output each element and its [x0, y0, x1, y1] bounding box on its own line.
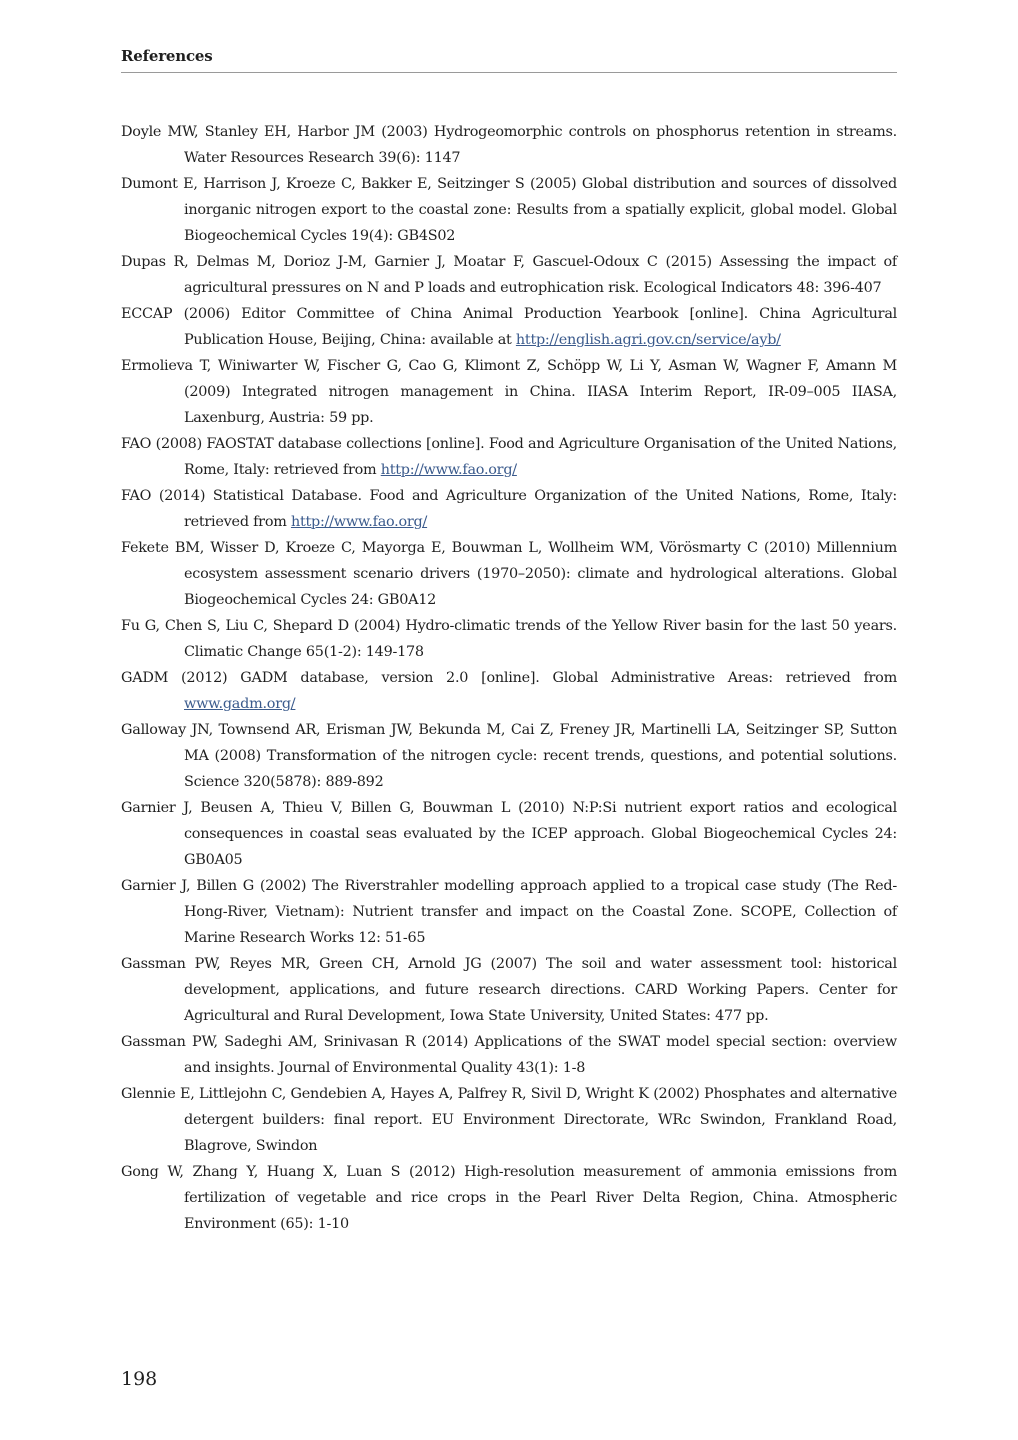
reference-entry — [121, 1159, 897, 1237]
reference-text: ECCAP (2006) Editor Committee of China Animal Production Yearbook [online]. China Agricultural Publication House, Beijing, China: available at — [121, 306, 897, 348]
reference-text: Dupas R, Delmas M, Dorioz J-M, Garnier J, Moatar F, Gascuel-Odoux C (2015) Assessing the impact of agricultural pressures on N and P loads and eutrophication risk. Ecological Indicators 48: 396-407 — [121, 254, 897, 296]
reference-entry — [121, 431, 897, 483]
reference-text: Fu G, Chen S, Liu C, Shepard D (2004) Hydro-climatic trends of the Yellow River basin for the last 50 years. Climatic Change 65(1-2): 149-178 — [121, 618, 897, 660]
reference-entry — [121, 873, 897, 951]
reference-entry — [121, 613, 897, 665]
reference-entry — [121, 301, 897, 353]
reference-text: GADM (2012) GADM database, version 2.0 [online]. Global Administrative Areas: retrieved from — [121, 670, 897, 686]
reference-text: Ermolieva T, Winiwarter W, Fischer G, Cao G, Klimont Z, Schöpp W, Li Y, Asman W, Wagner F, Amann M (2009) Integrated nitrogen management in China. IIASA Interim Report, IR-09–005 IIASA, Laxenburg, Austria: 59 pp. — [121, 358, 897, 426]
reference-text: Garnier J, Billen G (2002) The Riverstrahler modelling approach applied to a tropical case study (The Red-Hong-River, Vietnam): Nutrient transfer and impact on the Coastal Zone. SCOPE, Collection of Marine Research Works 12: 51-65 — [121, 878, 897, 946]
reference-link[interactable]: http://english.agri.gov.cn/service/ayb/ — [515, 332, 781, 348]
reference-entry — [121, 171, 897, 249]
reference-entry — [121, 951, 897, 1029]
reference-text: Garnier J, Beusen A, Thieu V, Billen G, Bouwman L (2010) N:P:Si nutrient export ratios and ecological consequences in coastal seas evaluated by the ICEP approach. Global Biogeochemical Cycles 24: GB0A05 — [121, 800, 897, 868]
reference-link[interactable]: http://www.fao.org/ — [380, 462, 517, 478]
reference-text: Gassman PW, Sadeghi AM, Srinivasan R (2014) Applications of the SWAT model special section: overview and insights. Journal of Environmental Quality 43(1): 1-8 — [121, 1034, 897, 1076]
reference-entry — [121, 119, 897, 171]
reference-link[interactable]: http://www.fao.org/ — [290, 514, 428, 530]
reference-entry — [121, 665, 897, 717]
reference-entry — [121, 717, 897, 795]
reference-entry — [121, 353, 897, 431]
reference-list — [121, 119, 897, 1237]
reference-entry — [121, 249, 897, 301]
reference-text: FAO (2014) Statistical Database. Food and Agriculture Organization of the United Nations, Rome, Italy: retrieved from — [121, 488, 897, 530]
page-number: 198 — [121, 1368, 158, 1390]
page-header — [121, 46, 897, 73]
reference-text: Gassman PW, Reyes MR, Green CH, Arnold JG (2007) The soil and water assessment tool: historical development, applications, and future research directions. CARD Working Papers. Center for Agricultural and Rural Development, Iowa State University, United States: 477 pp. — [121, 956, 897, 1024]
reference-text: FAO (2008) FAOSTAT database collections [online]. Food and Agriculture Organisation of the United Nations, Rome, Italy: retrieved from — [121, 436, 897, 478]
reference-link[interactable]: www.gadm.org/ — [184, 696, 296, 712]
reference-text: Galloway JN, Townsend AR, Erisman JW, Bekunda M, Cai Z, Freney JR, Martinelli LA, Seitzinger SP, Sutton MA (2008) Transformation of the nitrogen cycle: recent trends, questions, and potential solutions. Science 320(5878): 889-892 — [121, 722, 897, 790]
reference-text: Gong W, Zhang Y, Huang X, Luan S (2012) High-resolution measurement of ammonia emissions from fertilization of vegetable and rice crops in the Pearl River Delta Region, China. Atmospheric Environment (65): 1-10 — [121, 1164, 897, 1232]
reference-text: Dumont E, Harrison J, Kroeze C, Bakker E, Seitzinger S (2005) Global distribution and sources of dissolved inorganic nitrogen export to the coastal zone: Results from a spatially explicit, global model. Global Biogeochemical Cycles 19(4): GB4S02 — [121, 176, 897, 244]
reference-entry — [121, 1029, 897, 1081]
reference-entry — [121, 535, 897, 613]
reference-text: Glennie E, Littlejohn C, Gendebien A, Hayes A, Palfrey R, Sivil D, Wright K (2002) Phosphates and alternative detergent builders: final report. EU Environment Directorate, WRc Swindon, Frankland Road, Blagrove, Swindon — [121, 1086, 897, 1154]
reference-entry — [121, 483, 897, 535]
reference-entry — [121, 1081, 897, 1159]
reference-entry — [121, 795, 897, 873]
reference-text: Doyle MW, Stanley EH, Harbor JM (2003) Hydrogeomorphic controls on phosphorus retention in streams. Water Resources Research 39(6): 1147 — [121, 124, 897, 166]
reference-text: Fekete BM, Wisser D, Kroeze C, Mayorga E, Bouwman L, Wollheim WM, Vörösmarty C (2010) Millennium ecosystem assessment scenario drivers (1970–2050): climate and hydrological alterations. Global Biogeochemical Cycles 24: GB0A12 — [121, 540, 897, 608]
header-title: References — [121, 47, 213, 65]
